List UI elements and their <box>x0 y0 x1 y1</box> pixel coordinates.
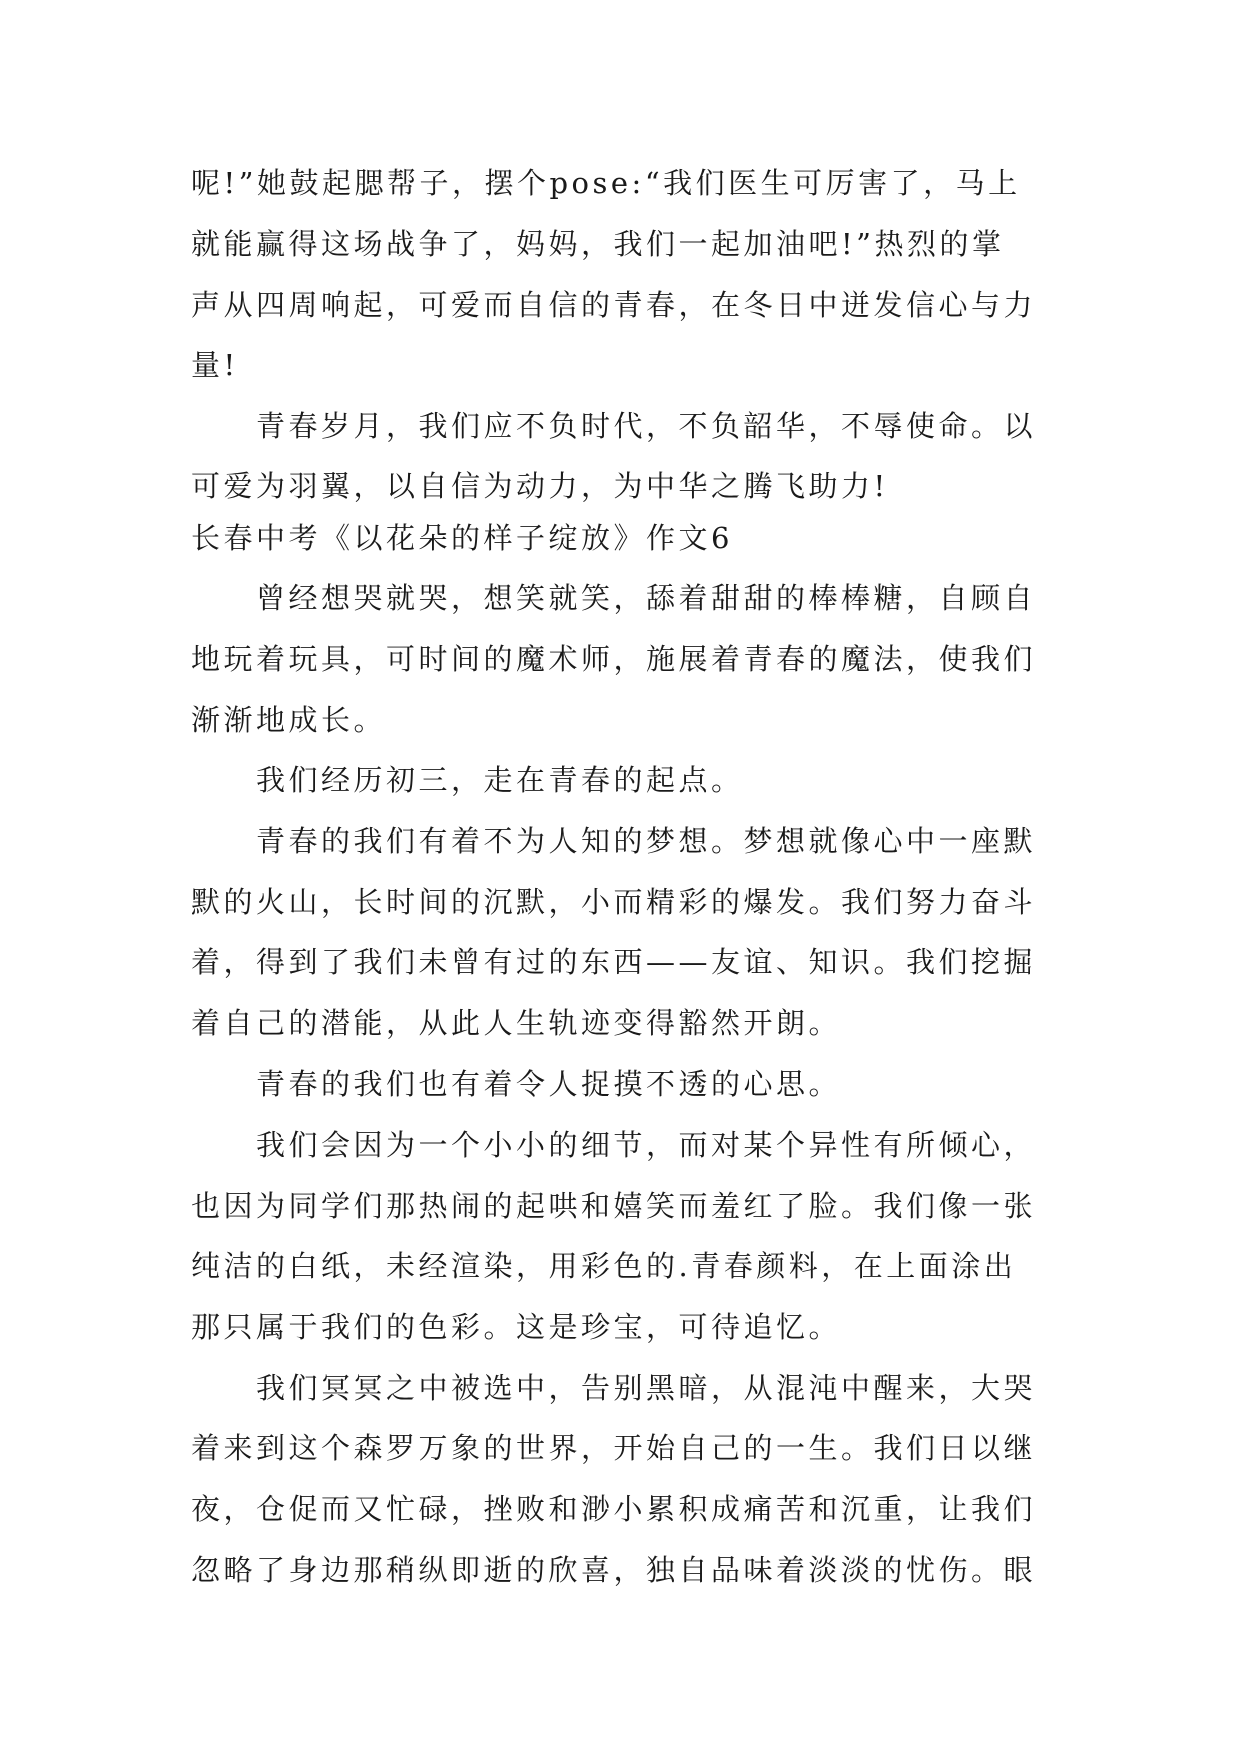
text-line: 夜，仓促而又忙碌，挫败和渺小累积成痛苦和沉重，让我们 <box>191 1492 1037 1526</box>
text-line: 我们经历初三，走在青春的起点。 <box>256 763 744 797</box>
text-line: 那只属于我们的色彩。这是珍宝，可待追忆。 <box>191 1310 842 1344</box>
text-line: 青春岁月，我们应不负时代，不负韶华，不辱使命。以 <box>256 409 1037 443</box>
text-line: 青春的我们也有着令人捉摸不透的心思。 <box>256 1067 842 1101</box>
section-title: 长春中考《以花朵的样子绽放》作文6 <box>191 521 733 555</box>
text-line: 着，得到了我们未曾有过的东西——友谊、知识。我们挖掘 <box>191 945 1037 979</box>
text-line: 着自己的潜能，从此人生轨迹变得豁然开朗。 <box>191 1006 842 1040</box>
text-line: 也因为同学们那热闹的起哄和嬉笑而羞红了脸。我们像一张 <box>191 1189 1037 1223</box>
text-line: 着来到这个森罗万象的世界，开始自己的一生。我们日以继 <box>191 1431 1037 1465</box>
text-line: 默的火山，长时间的沉默，小而精彩的爆发。我们努力奋斗 <box>191 885 1037 919</box>
text-line: 地玩着玩具，可时间的魔术师，施展着青春的魔法，使我们 <box>191 642 1037 676</box>
text-line: 曾经想哭就哭，想笑就笑，舔着甜甜的棒棒糖，自顾自 <box>256 581 1037 615</box>
text-line: 忽略了身边那稍纵即逝的欣喜，独自品味着淡淡的忧伤。眼 <box>191 1553 1037 1587</box>
text-line: 纯洁的白纸，未经渲染，用彩色的.青春颜料，在上面涂出 <box>191 1249 1017 1283</box>
text-line: 我们冥冥之中被选中，告别黑暗，从混沌中醒来，大哭 <box>256 1371 1037 1405</box>
text-line: 声从四周响起，可爱而自信的青春，在冬日中迸发信心与力 <box>191 288 1037 322</box>
text-line: 呢!”她鼓起腮帮子，摆个pose:“我们医生可厉害了，马上 <box>191 166 1021 200</box>
text-line: 我们会因为一个小小的细节，而对某个异性有所倾心， <box>256 1128 1037 1162</box>
text-line: 可爱为羽翼，以自信为动力，为中华之腾飞助力! <box>191 469 889 503</box>
text-line: 就能赢得这场战争了，妈妈，我们一起加油吧!”热烈的掌 <box>191 227 1005 261</box>
text-line: 渐渐地成长。 <box>191 703 387 737</box>
text-line: 青春的我们有着不为人知的梦想。梦想就像心中一座默 <box>256 824 1037 858</box>
text-line: 量! <box>191 348 239 382</box>
